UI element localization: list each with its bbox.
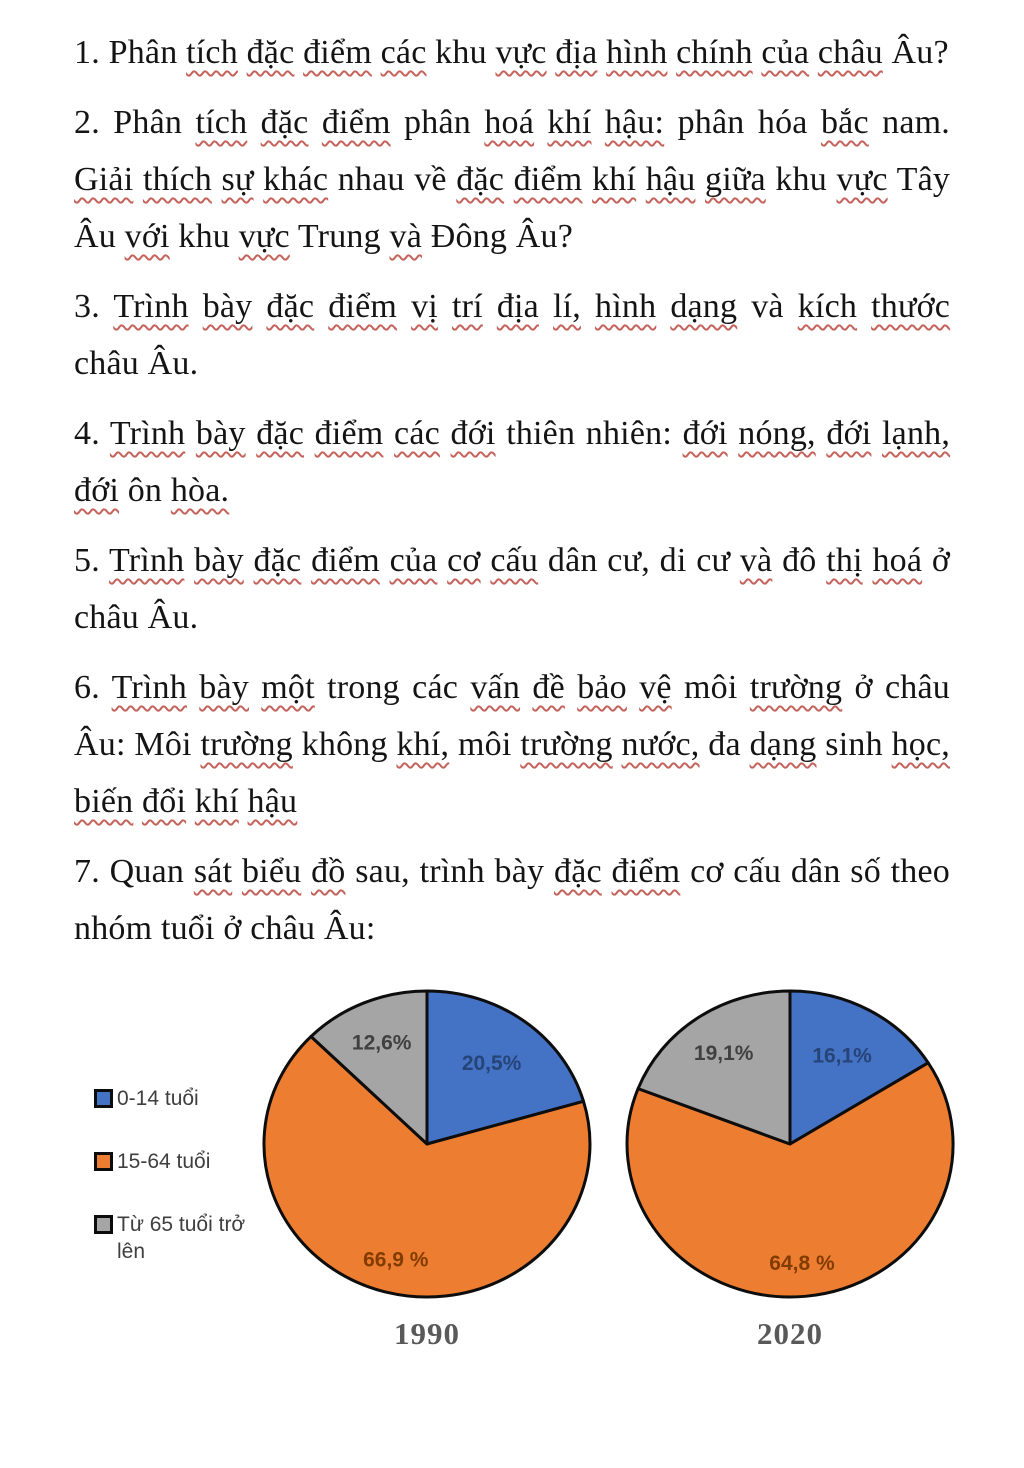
question-2 bbox=[74, 94, 950, 265]
text-segment bbox=[863, 542, 873, 579]
text-segment: Đông Âu? bbox=[422, 218, 573, 255]
misspelled-word: và bbox=[389, 218, 422, 255]
misspelled-word: của bbox=[389, 542, 438, 579]
text-segment bbox=[667, 34, 676, 71]
misspelled-word: các bbox=[394, 415, 440, 452]
misspelled-word: điểm bbox=[311, 542, 380, 579]
text-segment: Tây Âu bbox=[74, 161, 951, 255]
misspelled-word: khí bbox=[194, 783, 239, 820]
text-segment: phân hóa bbox=[664, 104, 821, 141]
misspelled-word: trường bbox=[749, 669, 843, 706]
misspelled-word: trường bbox=[200, 726, 293, 763]
misspelled-word: các bbox=[380, 34, 427, 71]
text-segment bbox=[565, 669, 577, 706]
text-segment bbox=[314, 288, 328, 325]
text-segment bbox=[597, 34, 606, 71]
text-segment bbox=[695, 161, 705, 198]
text-segment bbox=[232, 853, 242, 890]
misspelled-word: vực bbox=[238, 218, 290, 255]
misspelled-word: đặc bbox=[260, 104, 309, 141]
text-segment bbox=[520, 669, 532, 706]
pie-1990-svg bbox=[259, 985, 595, 1303]
text-segment bbox=[246, 415, 257, 452]
misspelled-word: đặc bbox=[554, 853, 602, 890]
misspelled-word: trí bbox=[451, 288, 483, 325]
text-segment: khu bbox=[169, 218, 239, 255]
misspelled-word: hình bbox=[606, 34, 668, 71]
misspelled-word: bày bbox=[195, 415, 246, 452]
text-segment: môi bbox=[671, 669, 750, 706]
pie-slice-label: 16,1% bbox=[812, 1044, 872, 1068]
text-segment: khu bbox=[426, 34, 496, 71]
legend-swatch-blue-icon bbox=[94, 1089, 113, 1108]
text-segment: 2. Phân bbox=[74, 104, 196, 141]
pie-chart-2020 bbox=[622, 985, 958, 1352]
misspelled-word: đới bbox=[74, 472, 120, 509]
question-1 bbox=[74, 24, 950, 81]
misspelled-word: sự bbox=[221, 161, 254, 198]
misspelled-word: Trình bbox=[109, 415, 186, 452]
misspelled-word: Giải bbox=[74, 161, 134, 198]
misspelled-word: Trình bbox=[113, 288, 189, 325]
misspelled-word: đặc bbox=[266, 288, 315, 325]
text-segment bbox=[728, 415, 739, 452]
text-segment bbox=[238, 34, 247, 71]
legend-item-65-plus bbox=[94, 1211, 255, 1265]
text-segment: 7. Quan bbox=[74, 853, 194, 890]
pie-slice-label: 64,8 % bbox=[769, 1251, 835, 1275]
misspelled-word: lí, bbox=[553, 288, 581, 325]
text-segment: ở châu Âu: Môi bbox=[74, 669, 950, 763]
text-segment: ở châu Âu. bbox=[74, 542, 951, 636]
text-segment: phân bbox=[390, 104, 485, 141]
text-segment bbox=[383, 415, 394, 452]
misspelled-word: nóng, bbox=[738, 415, 816, 452]
text-segment: 3. bbox=[74, 288, 114, 325]
text-segment bbox=[239, 783, 248, 820]
misspelled-word: khí bbox=[547, 104, 592, 141]
population-age-charts bbox=[74, 985, 950, 1357]
question-3 bbox=[74, 278, 950, 392]
legend-item-15-64 bbox=[94, 1148, 255, 1175]
pie-chart-title-1990: 1990 bbox=[394, 1316, 460, 1351]
text-segment bbox=[438, 288, 452, 325]
misspelled-word: đặc bbox=[253, 542, 302, 579]
text-segment: đô bbox=[772, 542, 827, 579]
misspelled-word: nước, bbox=[621, 726, 700, 763]
misspelled-word: Trình bbox=[109, 542, 185, 579]
question-7 bbox=[74, 843, 950, 957]
text-segment bbox=[308, 104, 321, 141]
misspelled-word: đồ bbox=[311, 853, 346, 890]
pie-2020-svg bbox=[622, 985, 958, 1303]
misspelled-word: địa bbox=[496, 288, 539, 325]
misspelled-word: đới bbox=[826, 415, 872, 452]
text-segment bbox=[636, 161, 646, 198]
legend-swatch-orange-icon bbox=[94, 1152, 113, 1171]
misspelled-word: thích bbox=[142, 161, 212, 198]
misspelled-word: của bbox=[761, 34, 810, 71]
text-segment bbox=[547, 34, 556, 71]
text-segment bbox=[254, 161, 264, 198]
legend-swatch-gray-icon bbox=[94, 1215, 113, 1234]
misspelled-word: cấu bbox=[490, 542, 539, 579]
text-segment bbox=[372, 34, 381, 71]
text-segment: châu Âu. bbox=[74, 345, 199, 382]
text-segment: và bbox=[737, 288, 798, 325]
text-segment bbox=[185, 415, 196, 452]
misspelled-word: vấn bbox=[470, 669, 521, 706]
misspelled-word: chính bbox=[676, 34, 753, 71]
text-segment bbox=[397, 288, 411, 325]
misspelled-word: khí, bbox=[396, 726, 450, 763]
text-segment: nam. bbox=[868, 104, 950, 141]
text-segment: khu bbox=[765, 161, 837, 198]
legend-label: 15-64 tuổi bbox=[117, 1150, 211, 1173]
text-segment bbox=[809, 34, 818, 71]
pie-slice-label: 12,6% bbox=[351, 1031, 412, 1055]
legend-label: 0-14 tuổi bbox=[117, 1087, 199, 1110]
misspelled-word: thước bbox=[871, 288, 951, 325]
text-segment bbox=[189, 288, 203, 325]
text-segment bbox=[186, 783, 195, 820]
misspelled-word: địa bbox=[555, 34, 598, 71]
misspelled-word: bắc bbox=[820, 104, 869, 141]
misspelled-word: tích bbox=[186, 34, 238, 71]
question-list bbox=[74, 24, 950, 957]
misspelled-word: châu bbox=[817, 34, 883, 71]
pie-chart-title-2020: 2020 bbox=[757, 1316, 823, 1351]
text-segment bbox=[301, 542, 311, 579]
text-segment bbox=[602, 853, 612, 890]
text-segment bbox=[249, 669, 261, 706]
misspelled-word: điểm bbox=[303, 34, 372, 71]
text-segment: sinh bbox=[816, 726, 892, 763]
text-segment: dân cư, di cư bbox=[538, 542, 740, 579]
pie-slice-label: 66,9 % bbox=[363, 1248, 429, 1272]
misspelled-word: đới bbox=[450, 415, 496, 452]
misspelled-word: biến bbox=[74, 783, 134, 820]
text-segment bbox=[816, 415, 827, 452]
text-segment bbox=[857, 288, 871, 325]
misspelled-word: vực bbox=[836, 161, 888, 198]
misspelled-word: học, bbox=[891, 726, 950, 763]
misspelled-word: hậu bbox=[645, 161, 696, 198]
text-segment bbox=[591, 104, 604, 141]
misspelled-word: điểm bbox=[328, 288, 398, 325]
text-segment: môi bbox=[449, 726, 521, 763]
misspelled-word: cơ bbox=[447, 542, 481, 579]
text-segment bbox=[294, 34, 303, 71]
text-segment: không bbox=[292, 726, 397, 763]
misspelled-word: đặc bbox=[456, 161, 505, 198]
misspelled-word: hoá bbox=[484, 104, 535, 141]
text-segment bbox=[133, 161, 143, 198]
text-segment bbox=[534, 104, 547, 141]
text-segment bbox=[539, 288, 553, 325]
misspelled-word: trường bbox=[520, 726, 613, 763]
misspelled-word: đới bbox=[682, 415, 728, 452]
text-segment: 1. Phân bbox=[74, 34, 187, 71]
text-segment bbox=[380, 542, 390, 579]
text-segment: thiên nhiên: bbox=[495, 415, 683, 452]
pie-slice-label: 19,1% bbox=[693, 1042, 754, 1066]
text-segment: 6. bbox=[74, 669, 112, 706]
pie-slice-label: 20,5% bbox=[461, 1052, 522, 1076]
text-segment bbox=[212, 161, 222, 198]
misspelled-word: kích bbox=[797, 288, 858, 325]
text-segment bbox=[133, 783, 142, 820]
text-segment: cơ cấu dân số theo nhóm tuổi ở châu Âu: bbox=[74, 853, 950, 947]
text-segment bbox=[304, 415, 315, 452]
text-segment: ôn bbox=[119, 472, 171, 509]
text-segment bbox=[483, 288, 497, 325]
misspelled-word: tích bbox=[195, 104, 248, 141]
misspelled-word: hòa. bbox=[170, 472, 230, 509]
misspelled-word: điểm bbox=[321, 104, 391, 141]
question-4 bbox=[74, 405, 950, 519]
text-segment: 5. bbox=[74, 542, 110, 579]
text-segment bbox=[613, 726, 622, 763]
misspelled-word: dạng bbox=[749, 726, 817, 763]
text-segment bbox=[187, 669, 199, 706]
misspelled-word: bày bbox=[194, 542, 244, 579]
misspelled-word: hoá bbox=[872, 542, 923, 579]
text-segment: trong các bbox=[314, 669, 471, 706]
misspelled-word: giữa bbox=[705, 161, 766, 198]
misspelled-word: hình bbox=[595, 288, 657, 325]
misspelled-word: điểm bbox=[611, 853, 681, 890]
misspelled-word: biểu bbox=[241, 853, 302, 890]
text-segment bbox=[581, 288, 595, 325]
question-6 bbox=[74, 659, 950, 830]
misspelled-word: sát bbox=[193, 853, 233, 890]
text-segment bbox=[504, 161, 514, 198]
chart-legend bbox=[94, 1085, 255, 1265]
misspelled-word: đặc bbox=[256, 415, 304, 452]
text-segment bbox=[627, 669, 639, 706]
misspelled-word: đổi bbox=[142, 783, 187, 820]
misspelled-word: khác bbox=[263, 161, 329, 198]
misspelled-word: dạng bbox=[670, 288, 738, 325]
misspelled-word: vị bbox=[411, 288, 438, 325]
misspelled-word: hậu bbox=[247, 783, 298, 820]
text-segment bbox=[244, 542, 254, 579]
misspelled-word: đề bbox=[532, 669, 565, 706]
text-segment bbox=[481, 542, 491, 579]
misspelled-word: lạnh, bbox=[882, 415, 951, 452]
misspelled-word: đặc bbox=[246, 34, 295, 71]
misspelled-word: bày bbox=[202, 288, 253, 325]
text-segment: Trung bbox=[289, 218, 390, 255]
text-segment: đa bbox=[699, 726, 750, 763]
misspelled-word: vệ bbox=[639, 669, 672, 706]
misspelled-word: hậu: bbox=[604, 104, 665, 141]
legend-label: Từ 65 tuổi trở lên bbox=[117, 1213, 246, 1263]
text-segment bbox=[656, 288, 670, 325]
misspelled-word: Trình bbox=[111, 669, 187, 706]
text-segment: 4. bbox=[74, 415, 110, 452]
pie-chart-1990 bbox=[259, 985, 595, 1352]
text-segment bbox=[184, 542, 194, 579]
misspelled-word: với bbox=[124, 218, 170, 255]
misspelled-word: bảo bbox=[577, 669, 627, 706]
question-5 bbox=[74, 532, 950, 646]
text-segment bbox=[252, 288, 266, 325]
text-segment: nhau về bbox=[328, 161, 457, 198]
text-segment bbox=[437, 542, 447, 579]
misspelled-word: điểm bbox=[314, 415, 384, 452]
misspelled-word: bày bbox=[199, 669, 249, 706]
legend-item-0-14 bbox=[94, 1085, 255, 1112]
text-segment bbox=[440, 415, 451, 452]
text-segment bbox=[871, 415, 882, 452]
text-segment: sau, trình bày bbox=[345, 853, 554, 890]
misspelled-word: điểm bbox=[513, 161, 583, 198]
misspelled-word: thị bbox=[826, 542, 863, 579]
misspelled-word: một bbox=[261, 669, 315, 706]
misspelled-word: vực bbox=[495, 34, 547, 71]
text-segment bbox=[301, 853, 311, 890]
misspelled-word: và bbox=[739, 542, 773, 579]
misspelled-word: khí bbox=[592, 161, 637, 198]
text-segment bbox=[582, 161, 592, 198]
text-segment: Âu? bbox=[882, 34, 949, 71]
text-segment bbox=[247, 104, 260, 141]
